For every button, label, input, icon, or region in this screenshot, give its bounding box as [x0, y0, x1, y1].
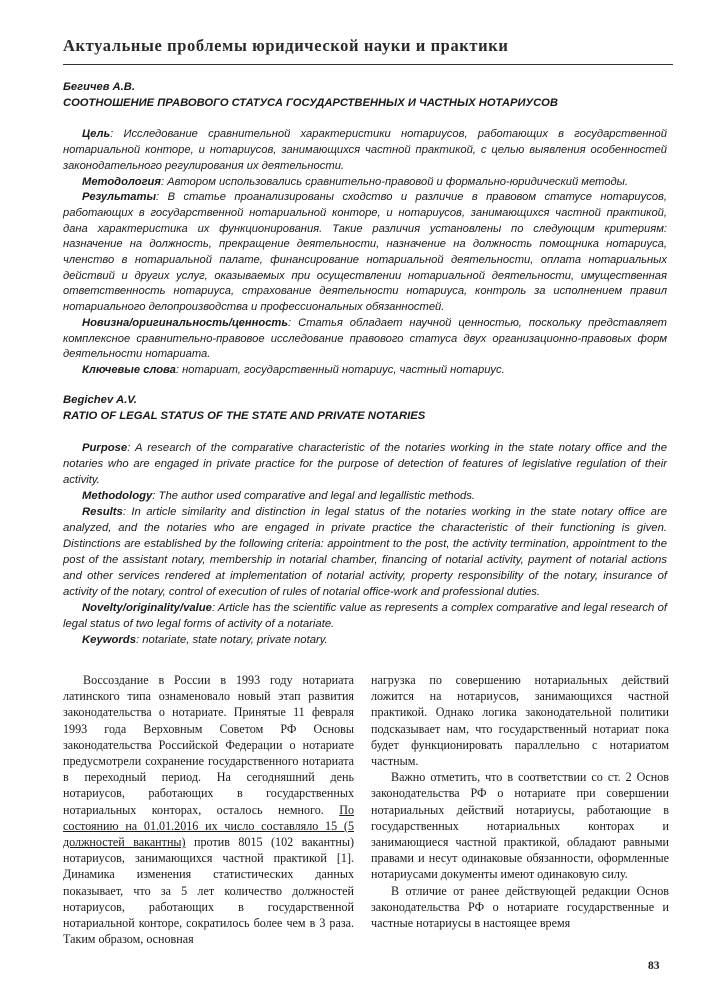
results-en [63, 504, 667, 600]
abstract-ru [63, 80, 667, 379]
purpose-en [63, 440, 667, 488]
abstract-en [63, 392, 667, 648]
abstract-ru-body [63, 127, 667, 378]
keywords-label-en: Keywords [82, 634, 136, 646]
running-head: Актуальные проблемы юридической науки и практики [63, 36, 509, 55]
author-ru: Бегичев А.В. [63, 81, 135, 93]
body-column-left [63, 672, 354, 947]
method-text-en: : The author used comparative and legal and legallistic methods. [152, 490, 476, 502]
underlined-statistic: По состоянию на 01.01.2016 их число составляло 15 (5 должностей вакантны) [63, 802, 354, 850]
purpose-label-en: Purpose [82, 442, 128, 454]
results-text-en: : In article similarity and distinction in legal status of the notaries working in the state notary office are analyzed, and the notaries who are engaged in private practice the characteristic of their functioning is given. Distinctions are established by the following criteria: appointment to the post, the activity termination, appointment to the post of the assistant notary, membership in notarial chamber, financing of notarial activity, payment of notarial actions and other services rendered at implementation of notarial activity, property responsibility of the notary, insurance of activity of the notary, control of execution of rules of notarial office-work and professional duties. [63, 506, 667, 598]
keywords-label-ru: Ключевые слова [82, 363, 176, 376]
keywords-text-en: : notariate, state notary, private notary. [136, 634, 328, 646]
novelty-text-ru: : Статья обладает научной ценностью, поскольку представляет комплексное сравнительно-правовое исследование правового статуса двух организационно-правовых форм деятельности нотариата. [63, 316, 667, 361]
method-label-en: Methodology [82, 490, 153, 502]
novelty-en [63, 600, 667, 632]
keywords-ru [63, 363, 667, 379]
novelty-ru [63, 316, 667, 363]
results-ru [63, 190, 667, 316]
method-ru [63, 175, 667, 191]
purpose-label-ru: Цель [82, 128, 111, 141]
purpose-text-ru: : Исследование сравнительной характеристики нотариусов, работающих в государственной нотариальной конторе, и нотариусов, занимающихся частной практикой, с целью выявления особенностей законодательного регулирования их деятельности. [63, 128, 667, 172]
results-label-ru: Результаты [82, 191, 157, 204]
method-text-ru: : Автором использовались сравнительно-правовой и формально-юридический методы. [160, 175, 628, 188]
results-label-en: Results [82, 506, 123, 518]
results-text-ru: : В статье проанализированы сходство и различие в правовом статусе нотариусов, работающих в государственной нотариальной конторе, и нотариусов, занимающихся частной практикой, дана характеристика их функционирования. Такие различия установлены по следующим критериям: назначение на должность, прекращение деятельности, назначение на должность помощника нотариуса, членство в нотариальной палате, финансирование нотариальной деятельности, оплата нотариальных действий и других услуг, оказываемых при осуществлении нотариальной деятельности, имущественная ответственность нотариуса, страхование деятельности нотариуса, контроль за исполнением правил нотариального делопроизводства и профессиональных обязанностей. [63, 191, 667, 314]
body-text: против 8015 (102 вакантны) нотариусов, занимающихся частной практикой [1]. Динамика изменения статистических данных показывает, что за 5 лет количество должностей нотариусов, работающих в государственной нотариальной конторе, сократилось более чем в 3 раза. Таким образом, основная [63, 835, 354, 947]
title-en: RATIO OF LEGAL STATUS OF THE STATE AND PRIVATE NOTARIES [63, 410, 426, 422]
body-column-right [371, 672, 669, 931]
body-paragraph: Важно отметить, что в соответствии со ст. 2 Основ законодательства РФ о нотариате при совершении нотариальных действий нотариусы, работающие в государственных нотариальных конторах и занимающиеся частной практикой, обладают равными правами и несут одинаковые обязанности, оформленные нотариусами документы имеют одинаковую силу. [371, 770, 669, 882]
keywords-en [63, 632, 667, 648]
body-text: Воссоздание в России в 1993 году нотариата латинского типа ознаменовало новый этап развития законодательства о нотариате. Принятые 11 февраля 1993 года Верховным Советом РФ Основы законодательства Российской Федерации о нотариате предусмотрели сохранение государственного нотариата в переходный период. На сегодняшний день нотариусов, работающих в государственных нотариальных конторах, осталось немного. [63, 673, 354, 817]
abstract-en-body [63, 440, 667, 648]
method-en [63, 488, 667, 504]
page-number: 83 [648, 960, 660, 972]
purpose-text-en: : A research of the comparative characteristic of the notaries working in the state notary office and the notaries who are engaged in private practice for the purpose of detection of features of legislative regulation of their activity. [63, 442, 667, 486]
header-rule [63, 64, 673, 65]
author-en: Begichev A.V. [63, 394, 137, 406]
purpose-ru [63, 127, 667, 174]
method-label-ru: Методология [82, 175, 161, 188]
keywords-text-ru: : нотариат, государственный нотариус, частный нотариус. [175, 363, 505, 376]
novelty-label-ru: Новизна/оригинальность/ценность [82, 316, 289, 329]
novelty-label-en: Novelty/originality/value [82, 602, 212, 614]
body-paragraph [63, 672, 354, 947]
body-paragraph: В отличие от ранее действующей редакции Основ законодательства РФ о нотариате государственные и частные нотариусы в настоящее время [371, 883, 669, 931]
title-ru: СООТНОШЕНИЕ ПРАВОВОГО СТАТУСА ГОСУДАРСТВЕННЫХ И ЧАСТНЫХ НОТАРИУСОВ [63, 96, 558, 109]
novelty-text-en: : Article has the scientific value as represents a complex comparative and legal research of legal status of two legal forms of activity of a notariate. [63, 602, 667, 630]
body-paragraph: нагрузка по совершению нотариальных действий ложится на нотариусов, занимающихся частной практикой. Однако логика законодательной политики подсказывает нам, что государственный нотариат пока будет функционировать параллельно с нотариатом частным. [371, 673, 669, 769]
